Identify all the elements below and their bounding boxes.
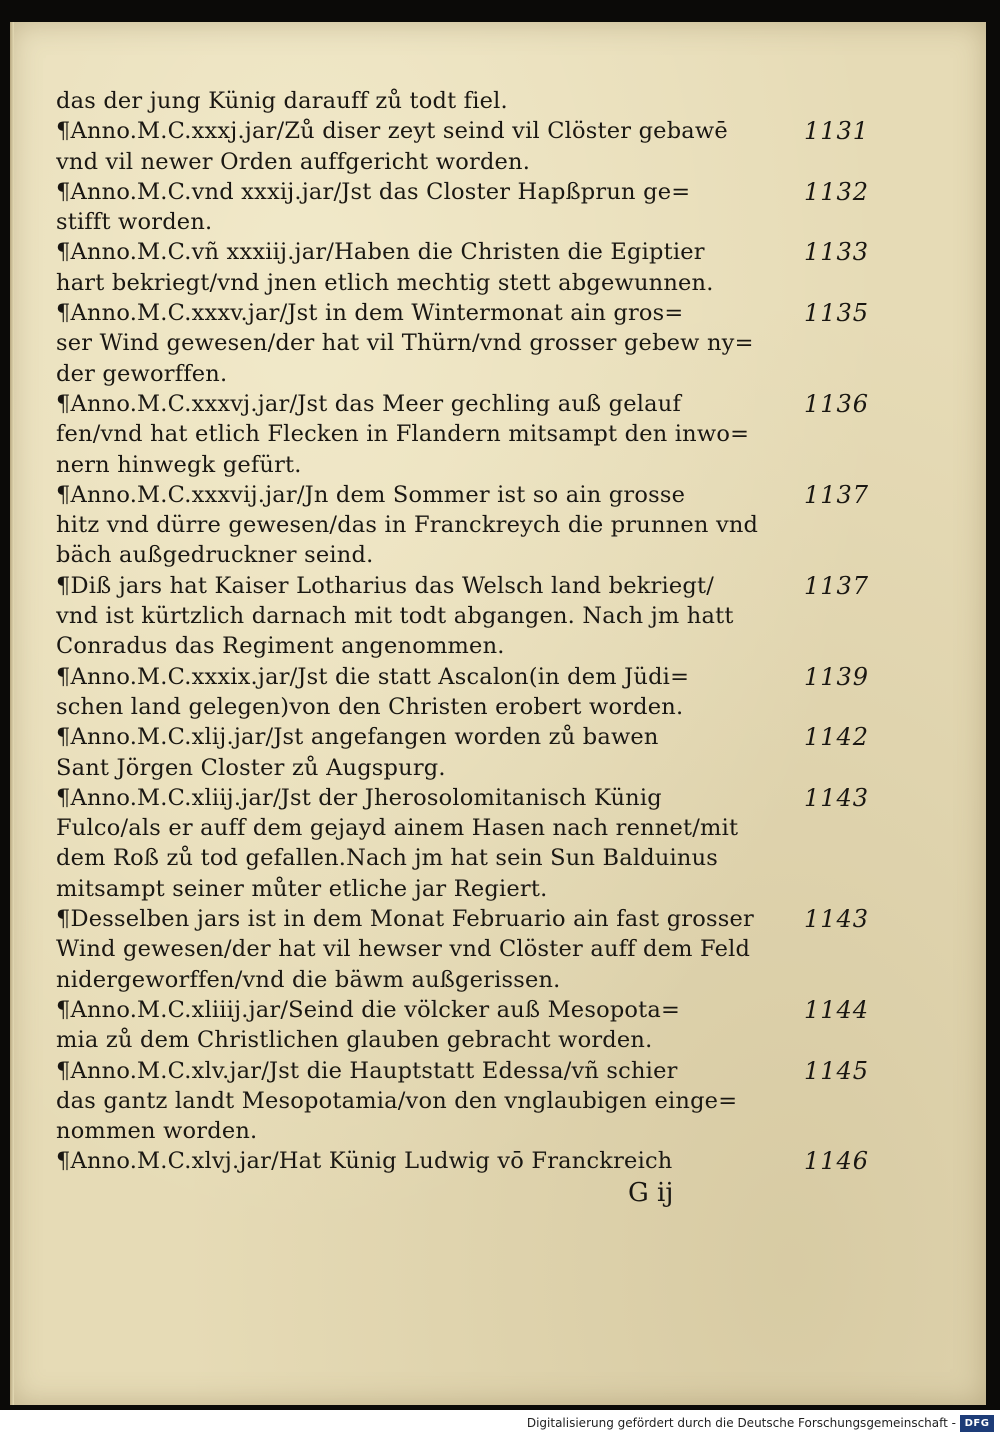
footer-credit: Digitalisierung gefördert durch die Deutsche Forschungsgemeinschaft - <box>526 1416 956 1430</box>
text-line: bäch außgedruckner seind. <box>56 542 374 569</box>
year-marginal-note: 1136 <box>804 389 870 418</box>
chronicle-entry <box>56 662 936 723</box>
year-marginal-note: 1137 <box>804 571 870 600</box>
chronicle-entry <box>56 177 936 238</box>
text-line: mitsampt seiner můter etliche jar Regiert. <box>56 875 548 902</box>
text-line: vnd ist kürtzlich darnach mit todt abgangen. Nach jm hatt <box>56 603 734 630</box>
chronicle-entry <box>56 480 936 571</box>
chronicle-entry <box>56 783 936 904</box>
chronicle-entry <box>56 571 936 662</box>
year-marginal-note: 1133 <box>804 238 870 267</box>
year-marginal-note: 1135 <box>804 299 870 328</box>
text-line: hart bekriegt/vnd jnen etlich mechtig stett abgewunnen. <box>56 269 714 296</box>
text-line: Conradus das Regiment angenommen. <box>56 633 505 660</box>
chronicle-entry <box>56 722 936 783</box>
text-line: ¶Anno.M.C.xlv.jar/Jst die Hauptstatt Edessa/vñ schier <box>56 1057 678 1084</box>
year-marginal-note: 1143 <box>804 783 870 812</box>
text-line: Fulco/als er auff dem gejayd ainem Hasen nach rennet/mit <box>56 815 739 842</box>
chronicle-entry <box>56 116 936 177</box>
signature-mark: G ij <box>628 1178 674 1208</box>
year-marginal-note: 1145 <box>804 1056 870 1085</box>
text-line: ¶Anno.M.C.xliiij.jar/Seind die völcker auß Mesopota= <box>56 996 681 1023</box>
page-edge <box>10 22 14 1405</box>
text-line: der geworffen. <box>56 360 228 387</box>
text-line: nidergeworffen/vnd die bäwm außgerissen. <box>56 966 561 993</box>
text-line: stifft worden. <box>56 209 213 236</box>
year-marginal-note: 1143 <box>804 905 870 934</box>
text-line: das der jung Künig darauff zů todt fiel. <box>56 88 508 114</box>
text-line: ¶Anno.M.C.xxxix.jar/Jst die statt Ascalon(in dem Jüdi= <box>56 663 690 690</box>
text-line: ¶Anno.M.C.xxxvj.jar/Jst das Meer gechling auß gelauf <box>56 390 681 417</box>
book-page <box>10 22 986 1405</box>
chronicle-entry <box>56 298 936 389</box>
text-line: hitz vnd dürre gewesen/das in Franckreych die prunnen vnd <box>56 512 759 539</box>
text-line: ser Wind gewesen/der hat vil Thürn/vnd grosser gebew ny= <box>56 330 754 357</box>
text-line: schen land gelegen)von den Christen erobert worden. <box>56 693 684 720</box>
text-line: ¶Anno.M.C.vñ xxxiij.jar/Haben die Christen die Egiptier <box>56 239 705 266</box>
text-line: nern hinwegk gefürt. <box>56 451 302 478</box>
text-line: dem Roß zů tod gefallen.Nach jm hat sein Sun Balduinus <box>56 845 719 872</box>
text-line: ¶Desselben jars ist in dem Monat Februario ain fast grosser <box>56 906 754 933</box>
year-marginal-note: 1139 <box>804 662 870 691</box>
year-marginal-note: 1137 <box>804 480 870 509</box>
text-line: ¶Anno.M.C.xxxj.jar/Zů diser zeyt seind vil Clöster gebawē <box>56 118 728 145</box>
chronicle-entry <box>56 995 936 1056</box>
text-line: ¶Anno.M.C.xliij.jar/Jst der Jherosolomitanisch Künig <box>56 784 662 811</box>
text-line: mia zů dem Christlichen glauben gebracht worden. <box>56 1027 653 1054</box>
year-marginal-note: 1144 <box>804 995 870 1024</box>
year-marginal-note: 1131 <box>804 117 870 146</box>
chronicle-entry <box>56 237 936 298</box>
page-text <box>56 86 936 1177</box>
text-line: vnd vil newer Orden auffgericht worden. <box>56 148 531 175</box>
chronicle-entry <box>56 1056 936 1147</box>
text-line: ¶Anno.M.C.xlij.jar/Jst angefangen worden zů bawen <box>56 724 659 751</box>
year-marginal-note: 1132 <box>804 177 870 206</box>
text-line: Wind gewesen/der hat vil hewser vnd Clöster auff dem Feld <box>56 936 751 963</box>
text-line: ¶Anno.M.C.xxxvij.jar/Jn dem Sommer ist so ain grosse <box>56 481 686 508</box>
chronicle-entry <box>56 86 936 116</box>
text-line: ¶Anno.M.C.vnd xxxij.jar/Jst das Closter Hapßprun ge= <box>56 178 691 205</box>
text-line: ¶Anno.M.C.xlvj.jar/Hat Künig Ludwig vō Franckreich <box>56 1148 673 1175</box>
text-line: ¶Diß jars hat Kaiser Lotharius das Welsch land bekriegt/ <box>56 572 715 599</box>
text-line: fen/vnd hat etlich Flecken in Flandern mitsampt den inwo= <box>56 421 750 448</box>
chronicle-entry <box>56 389 936 480</box>
footer-bar <box>0 1410 1000 1438</box>
text-line: Sant Jörgen Closter zů Augspurg. <box>56 754 446 781</box>
text-line: nommen worden. <box>56 1118 258 1145</box>
year-marginal-note: 1146 <box>804 1147 870 1176</box>
chronicle-entry <box>56 904 936 995</box>
dfg-logo: DFG <box>960 1415 994 1432</box>
chronicle-entry <box>56 1146 936 1176</box>
year-marginal-note: 1142 <box>804 723 870 752</box>
text-line: ¶Anno.M.C.xxxv.jar/Jst in dem Wintermonat ain gros= <box>56 300 684 327</box>
text-line: das gantz landt Mesopotamia/von den vnglaubigen einge= <box>56 1087 738 1114</box>
